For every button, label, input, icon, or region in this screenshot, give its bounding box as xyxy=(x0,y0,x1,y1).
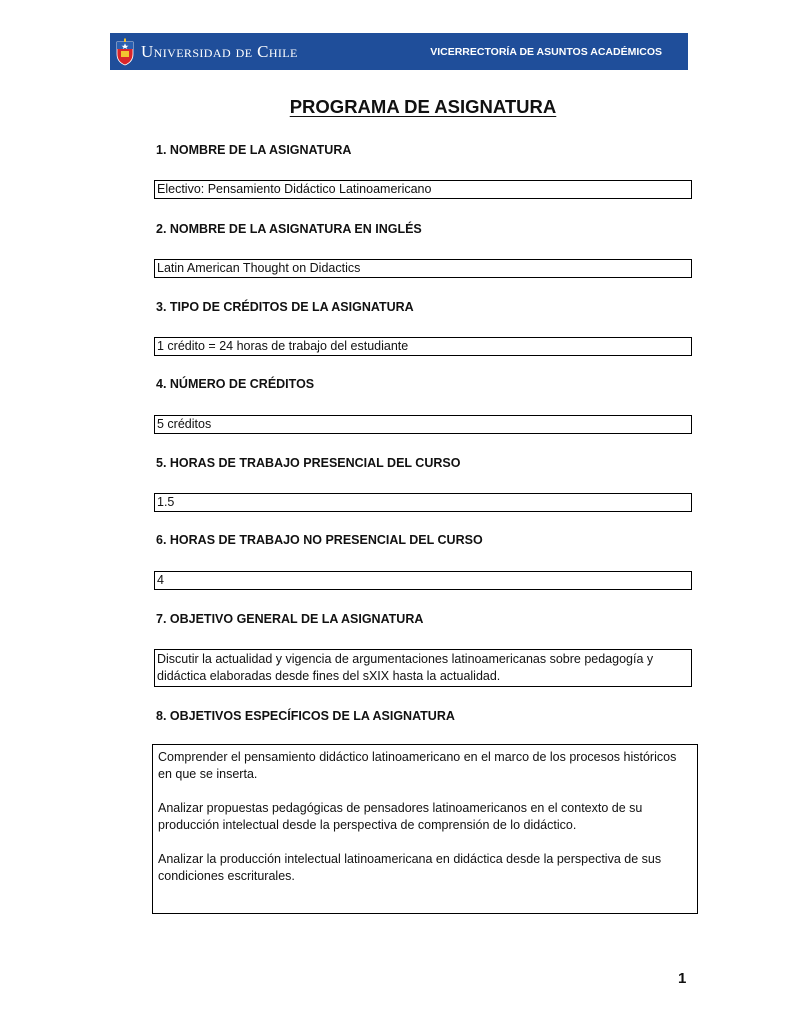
header-banner xyxy=(110,33,688,70)
department-label: VICERRECTORÍA DE ASUNTOS ACADÉMICOS xyxy=(430,45,662,58)
specific-objective-2: Analizar propuestas pedagógicas de pensadores latinoamericanos en el contexto de su producción intelectual desde la perspectiva de comprensión de lo didáctico. xyxy=(158,801,643,832)
section-5-value: 1.5 xyxy=(154,493,692,512)
section-6-value: 4 xyxy=(154,571,692,590)
page-number: 1 xyxy=(678,970,687,987)
university-name: Universidad de Chile xyxy=(141,41,298,61)
specific-objective-1: Comprender el pensamiento didáctico latinoamericano en el marco de los procesos históricos en que se inserta. xyxy=(158,750,677,781)
section-6-heading: 6. HORAS DE TRABAJO NO PRESENCIAL DEL CURSO xyxy=(156,533,483,547)
specific-objective-3: Analizar la producción intelectual latinoamericana en didáctica desde la perspectiva de sus condiciones escriturales. xyxy=(158,852,662,883)
section-7-value: Discutir la actualidad y vigencia de argumentaciones latinoamericanas sobre pedagogía y didáctica elaboradas desde fines del sXIX hasta la actualidad. xyxy=(154,649,692,687)
section-2-heading: 2. NOMBRE DE LA ASIGNATURA EN INGLÉS xyxy=(156,222,422,236)
university-crest-icon xyxy=(115,38,135,66)
section-1-value: Electivo: Pensamiento Didáctico Latinoamericano xyxy=(154,180,692,199)
section-8-heading: 8. OBJETIVOS ESPECÍFICOS DE LA ASIGNATURA xyxy=(156,709,455,723)
section-3-heading: 3. TIPO DE CRÉDITOS DE LA ASIGNATURA xyxy=(156,300,414,314)
section-2-value: Latin American Thought on Didactics xyxy=(154,259,692,278)
section-3-value: 1 crédito = 24 horas de trabajo del estudiante xyxy=(154,337,692,356)
page-title: PROGRAMA DE ASIGNATURA xyxy=(289,96,557,117)
section-4-value: 5 créditos xyxy=(154,415,692,434)
section-7-heading: 7. OBJETIVO GENERAL DE LA ASIGNATURA xyxy=(156,612,424,626)
section-4-heading: 4. NÚMERO DE CRÉDITOS xyxy=(156,377,315,391)
section-5-heading: 5. HORAS DE TRABAJO PRESENCIAL DEL CURSO xyxy=(156,456,461,470)
specific-objectives-box xyxy=(152,744,698,914)
section-1-heading: 1. NOMBRE DE LA ASIGNATURA xyxy=(156,143,352,157)
